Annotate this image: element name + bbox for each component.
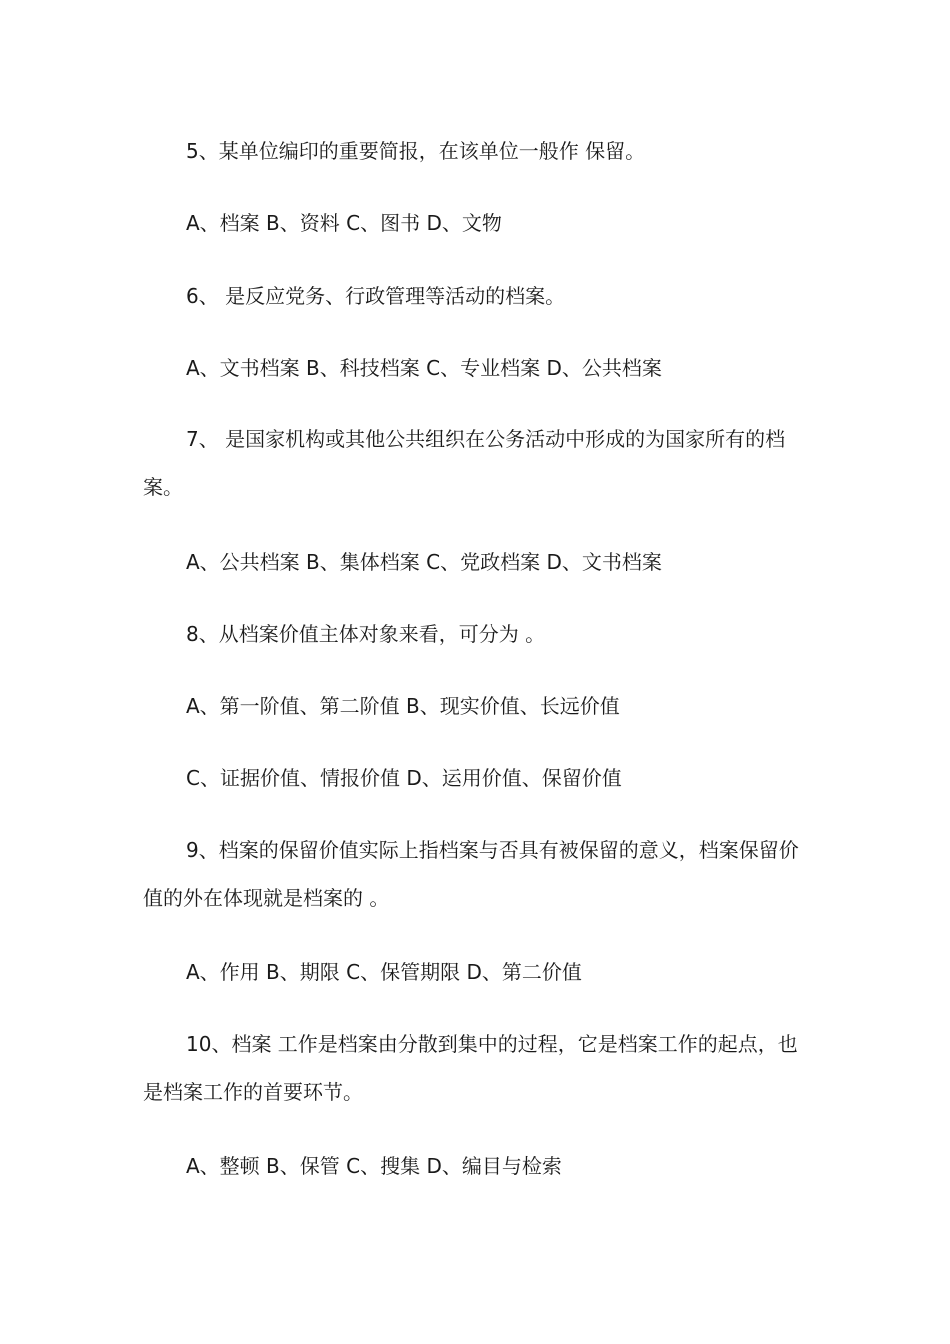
question-10-options: A、整顿 B、保管 C、搜集 D、编目与检索 [186,1154,562,1178]
question-7-stem: 7、 是国家机构或其他公共组织在公务活动中形成的为国家所有的档案。 [143,427,786,499]
question-5-options: A、档案 B、资料 C、图书 D、文物 [186,211,502,235]
question-8-options-line-2: C、证据价值、情报价值 D、运用价值、保留价值 [186,766,622,790]
question-8-stem: 8、从档案价值主体对象来看，可分为 。 [186,622,546,646]
question-9-stem: 9、档案的保留价值实际上指档案与否具有被保留的意义，档案保留价值的外在体现就是档案的 。 [143,838,799,910]
question-6-stem: 6、 是反应党务、行政管理等活动的档案。 [186,284,566,308]
question-9-options: A、作用 B、期限 C、保管期限 D、第二价值 [186,960,582,984]
question-10-stem: 10、档案 工作是档案由分散到集中的过程，它是档案工作的起点，也是档案工作的首要环节。 [143,1032,798,1104]
question-6-options: A、文书档案 B、科技档案 C、专业档案 D、公共档案 [186,356,662,380]
question-5-stem: 5、某单位编印的重要简报，在该单位一般作 保留。 [186,139,646,163]
question-7-options: A、公共档案 B、集体档案 C、党政档案 D、文书档案 [186,550,662,574]
question-8-options-line-1: A、第一阶值、第二阶值 B、现实价值、长远价值 [186,694,620,718]
